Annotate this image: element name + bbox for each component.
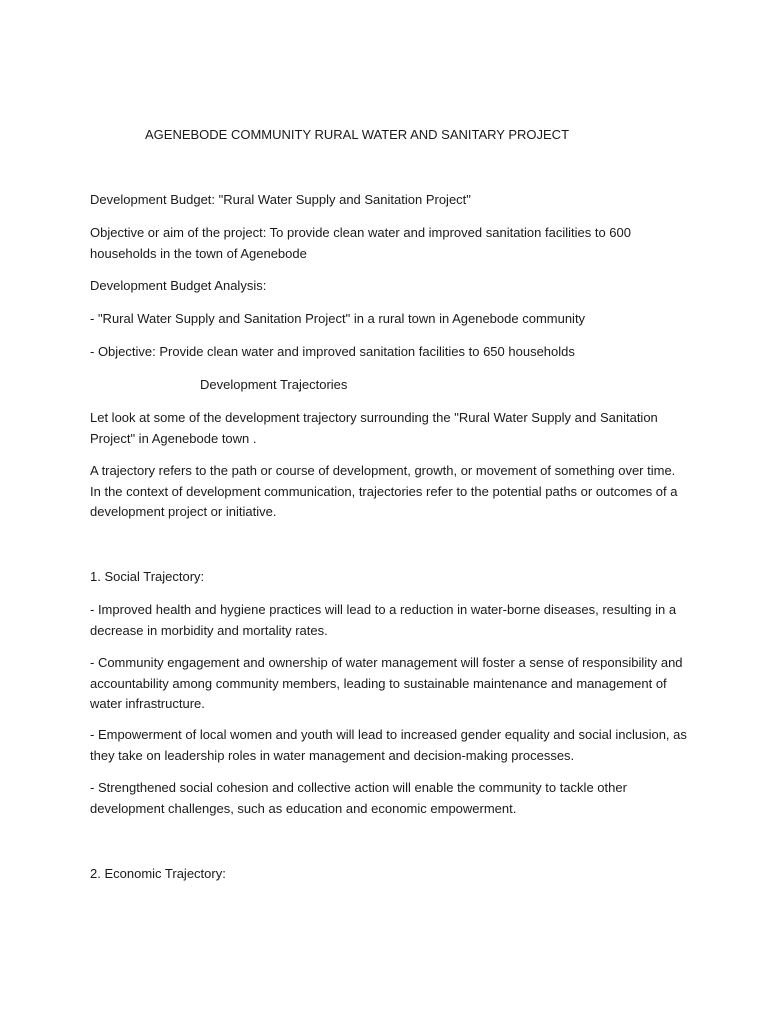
definition-paragraph [90, 461, 690, 523]
social-point [90, 725, 690, 766]
social-point-line: - Improved health and hygiene practices will lead to a reduction in water-borne diseases, resulting in a [90, 602, 677, 617]
social-point [90, 600, 690, 641]
document-title: AGENEBODE COMMUNITY RURAL WATER AND SANITARY PROJECT [145, 127, 570, 142]
budget-line: Development Budget: "Rural Water Supply and Sanitation Project" [90, 192, 471, 207]
objective-line: households in the town of Agenebode [90, 245, 307, 261]
intro-line: Let look at some of the development trajectory surrounding the "Rural Water Supply and Sanitation [90, 410, 658, 425]
definition-line: In the context of development communication, trajectories refer to the potential paths or outcomes of a [90, 483, 678, 499]
social-point-line: development challenges, such as education and economic empowerment. [90, 800, 517, 816]
social-point-line: they take on leadership roles in water management and decision-making processes. [90, 747, 575, 763]
objective-line: Objective or aim of the project: To provide clean water and improved sanitation facilities to 600 [90, 225, 631, 240]
social-point-line: decrease in morbidity and mortality rates. [90, 622, 328, 638]
intro-paragraph [90, 408, 690, 449]
objective-paragraph [90, 223, 690, 264]
social-point-line: accountability among community members, leading to sustainable maintenance and management of [90, 675, 667, 691]
intro-line: Project" in Agenebode town . [90, 430, 257, 446]
social-point-line: water infrastructure. [90, 696, 205, 711]
social-point [90, 778, 690, 819]
definition-line: A trajectory refers to the path or course of development, growth, or movement of something over time. [90, 463, 676, 478]
social-trajectory-heading: 1. Social Trajectory: [90, 569, 205, 584]
analysis-item: - Objective: Provide clean water and improved sanitation facilities to 650 households [90, 344, 575, 359]
social-point-line: - Strengthened social cohesion and collective action will enable the community to tackle other [90, 780, 627, 795]
social-point-line: - Empowerment of local women and youth will lead to increased gender equality and social inclusion, as [90, 727, 687, 742]
analysis-heading: Development Budget Analysis: [90, 278, 267, 293]
social-point [90, 653, 690, 715]
definition-line: development project or initiative. [90, 504, 277, 519]
economic-trajectory-heading: 2. Economic Trajectory: [90, 866, 226, 881]
trajectories-heading: Development Trajectories [200, 377, 348, 392]
analysis-item: - "Rural Water Supply and Sanitation Project" in a rural town in Agenebode community [90, 311, 586, 326]
social-point-line: - Community engagement and ownership of water management will foster a sense of responsibility and [90, 655, 683, 670]
